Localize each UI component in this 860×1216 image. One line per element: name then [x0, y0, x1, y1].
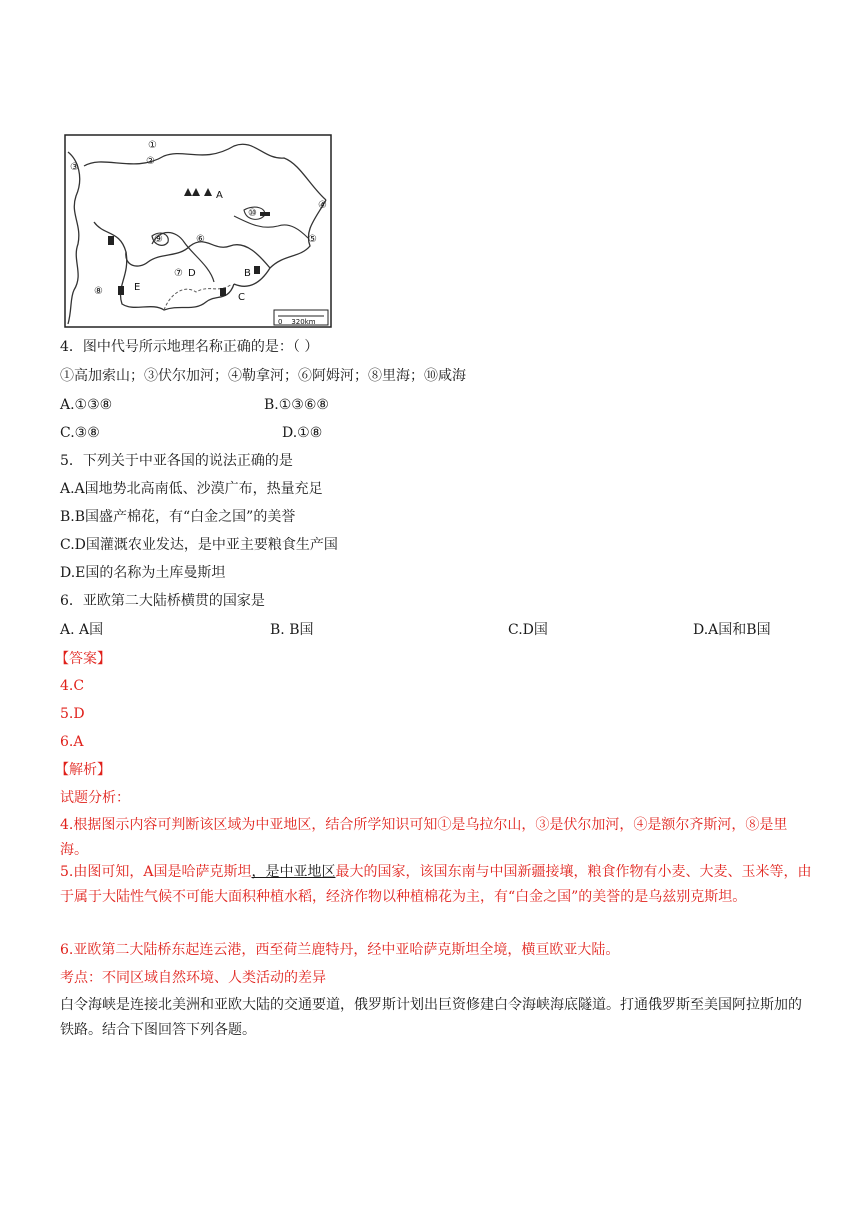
analysis-header: 【解析】 [55, 762, 111, 778]
q5-option-c: C.D国灌溉农业发达，是中亚主要粮食生产国 [60, 537, 338, 553]
answer-6: 6.A [60, 734, 84, 750]
city-marker [254, 266, 260, 274]
q5-stem: 5．下列关于中亚各国的说法正确的是 [60, 453, 293, 469]
q4-option-c: C.③⑧ [60, 425, 100, 441]
answer-4: 4.C [60, 678, 85, 694]
map-label-C: C [238, 292, 245, 303]
analysis-q5-underlined: ，是中亚地区 [251, 864, 336, 880]
map-label-10: ⑩ [248, 208, 257, 219]
map-label-6: ⑥ [196, 234, 205, 245]
map-label-A: A [216, 190, 223, 201]
q5-option-b: B.B国盛产棉花，有“白金之国”的美誉 [60, 509, 296, 525]
analysis-point: 考点：不同区域自然环境、人类活动的差异 [60, 970, 326, 986]
scale-label: 0 320km [278, 318, 316, 326]
map-label-B: B [244, 268, 251, 279]
q4-option-b: B.①③⑥⑧ [264, 397, 329, 413]
city-marker [220, 288, 226, 296]
answer-header: 【答案】 [55, 651, 111, 667]
q5-option-d: D.E国的名称为土库曼斯坦 [60, 565, 226, 581]
q4-option-d: D.①⑧ [282, 425, 323, 441]
q6-stem: 6．亚欧第二大陆桥横贯的国家是 [60, 593, 265, 609]
map-label-E: E [134, 282, 141, 293]
analysis-q6: 6.亚欧第二大陆桥东起连云港，西至荷兰鹿特丹，经中亚哈萨克斯坦全境，横亘欧亚大陆。 [60, 942, 620, 958]
map-label-1: ① [148, 140, 157, 151]
city-marker [118, 286, 124, 295]
q6-option-c: C.D国 [508, 622, 548, 638]
analysis-q5-part1: 5.由图可知，A国是哈萨克斯坦 [60, 864, 252, 880]
analysis-q5 [60, 860, 812, 910]
analysis-intro: 试题分析： [60, 790, 130, 806]
map-label-7: ⑦ [174, 268, 183, 279]
map-label-8: ⑧ [94, 286, 103, 297]
q4-option-a: A.①③⑧ [60, 397, 113, 413]
answer-5: 5.D [60, 706, 85, 722]
q4-items: ①高加索山；③伏尔加河；④勒拿河；⑥阿姆河；⑧里海；⑩咸海 [60, 368, 466, 384]
analysis-q4: 4.根据图示内容可判断该区域为中亚地区，结合所学知识可知①是乌拉尔山，③是伏尔加河，④是额尔齐斯河，⑧是里海。 [60, 817, 788, 858]
q4-stem: 4．图中代号所示地理名称正确的是：（ ） [60, 339, 319, 355]
q6-option-a: A. A国 [60, 622, 104, 638]
analysis-q5-part2: 最大的国家，该国东南与中国新疆接壤，粮食作物有小麦、大麦、玉米等，由于属于大陆性气候不可能大面积种植水稻，经济作物以种植棉花为主，有“白金之国”的美誉的是乌兹别克斯坦。 [60, 864, 812, 905]
q5-option-a: A.A国地势北高南低、沙漠广布，热量充足 [60, 481, 323, 497]
next-question-stem: 白令海峡是连接北美洲和亚欧大陆的交通要道，俄罗斯计划出巨资修建白令海峡海底隧道。打通俄罗斯至美国阿拉斯加的铁路。结合下图回答下列各题。 [60, 997, 802, 1038]
central-asia-map [64, 134, 332, 328]
q6-option-b: B. B国 [270, 622, 314, 638]
map-label-D: D [188, 268, 196, 279]
map-label-3: ③ [70, 162, 79, 173]
q6-option-d: D.A国和B国 [693, 622, 771, 638]
map-label-5: ⑤ [308, 234, 317, 245]
map-label-2: ② [146, 156, 155, 167]
map-label-4: ④ [318, 200, 327, 211]
map-label-9: ⑨ [154, 234, 163, 245]
city-marker [260, 212, 270, 216]
city-marker [108, 236, 114, 245]
